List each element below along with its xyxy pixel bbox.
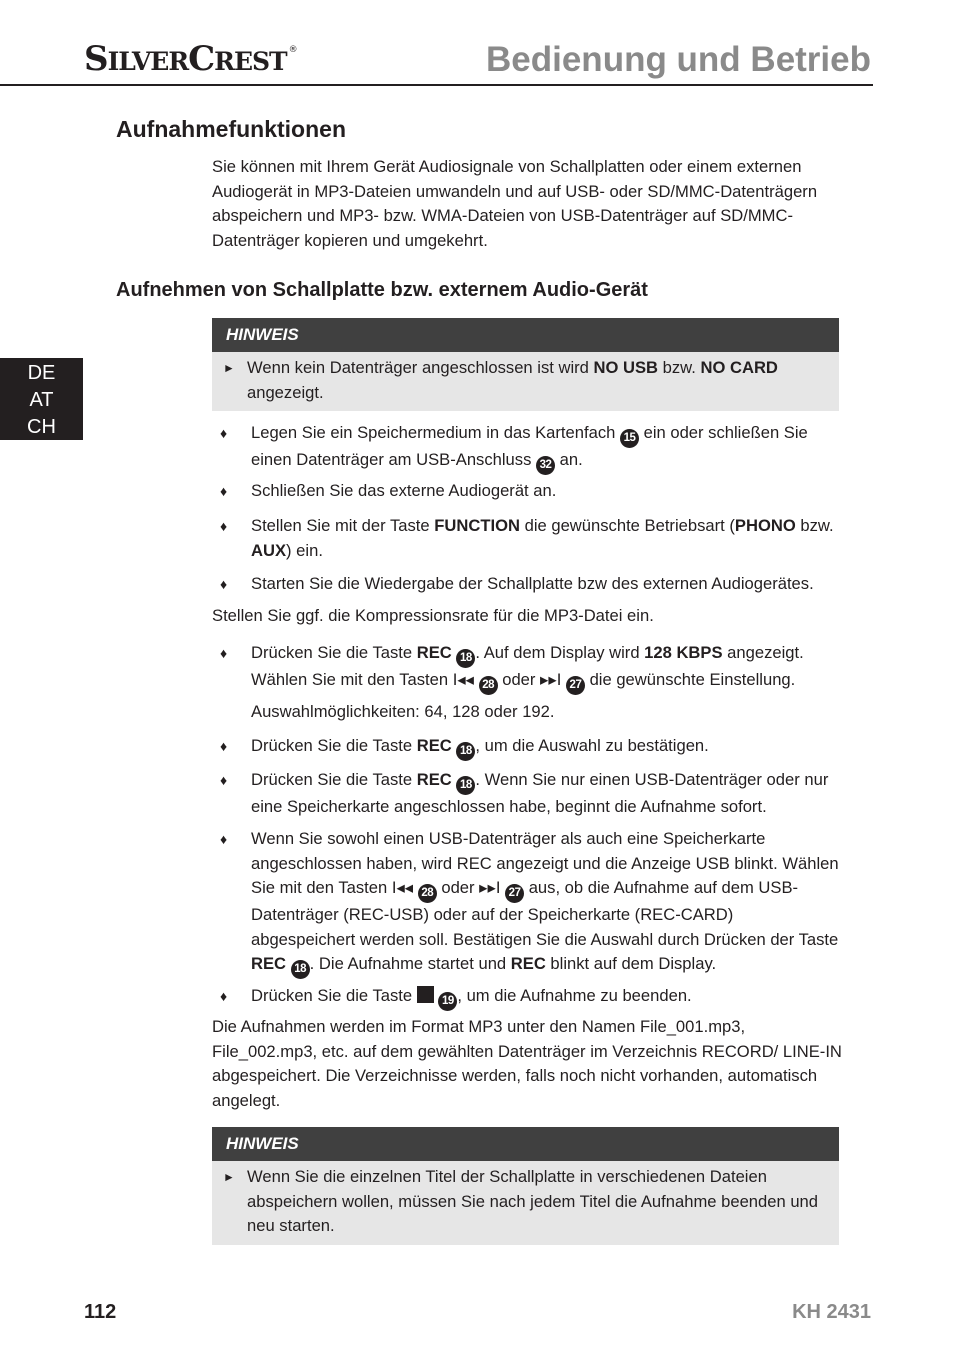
intro-paragraph: Sie können mit Ihrem Gerät Audiosignale von Schallplatten oder einem externen Audiogerät in MP3-Dateien umwandeln und auf USB- oder SD/MMC-Datenträgern abspeichern und MP3- bzw. WMA-Dateien von USB-Datenträger auf SD/MMC-Datenträger kopieren und umgekehrt. bbox=[212, 157, 818, 250]
list-item: ♦ Drücken Sie die Taste 19 , um die Aufnahme zu beenden. bbox=[212, 984, 842, 1011]
list-item: ♦ Schließen Sie das externe Audiogerät an. bbox=[212, 479, 842, 504]
list-item: ♦ Starten Sie die Wiedergabe der Schallplatte bzw des externen Audiogerätes. bbox=[212, 572, 842, 597]
language-ch: CH bbox=[27, 416, 56, 438]
registered-mark: ® bbox=[288, 45, 297, 55]
page-header-title: Bedienung und Betrieb bbox=[486, 40, 871, 79]
list-item: ♦ Drücken Sie die Taste REC 18 , um die Auswahl zu bestätigen. bbox=[212, 734, 842, 761]
callout-number: 15 bbox=[620, 429, 639, 448]
bullet-icon: ♦ bbox=[220, 831, 228, 847]
bullet-icon: ♦ bbox=[220, 518, 228, 534]
skip-forward-icon: ▸▸I bbox=[540, 670, 562, 689]
list-item: ♦ Drücken Sie die Taste REC 18 . Auf dem Display wird 128 KBPS angezeigt. Wählen Sie mit den Tasten I◂◂ 28 oder ▸▸I 27 die gewünschte Einstellung. Auswahlmöglichkeiten: 64, 128 oder 192. bbox=[212, 641, 842, 725]
outro-paragraph: Die Aufnahmen werden im Format MP3 unter den Namen File_001.mp3, File_002.mp3, etc. auf dem gewählten Datenträger im Verzeichnis RECORD/ LINE-IN abgespeichert. Die Verzeichnisse werden, falls noch nicht vorhanden, automatisch angelegt. bbox=[212, 1017, 842, 1110]
callout-number: 18 bbox=[456, 742, 475, 761]
bullet-icon: ♦ bbox=[220, 483, 228, 499]
bullet-icon: ♦ bbox=[220, 576, 228, 592]
note-label: HINWEIS bbox=[212, 1127, 839, 1161]
arrow-icon: ► bbox=[223, 1170, 235, 1184]
options-text: Auswahlmöglichkeiten: 64, 128 oder 192. bbox=[251, 702, 555, 721]
callout-number: 18 bbox=[456, 649, 475, 668]
bullet-icon: ♦ bbox=[220, 425, 228, 441]
language-at: AT bbox=[29, 389, 54, 411]
skip-back-icon: I◂◂ bbox=[452, 670, 474, 689]
note-box-2 bbox=[212, 1127, 839, 1245]
note-box-1 bbox=[212, 318, 839, 411]
subsection-title: Aufnehmen von Schallplatte bzw. externem Audio-Gerät bbox=[116, 279, 648, 301]
skip-back-icon: I◂◂ bbox=[391, 878, 414, 898]
page-number: 112 bbox=[84, 1301, 117, 1323]
callout-number: 27 bbox=[566, 676, 585, 695]
bullet-icon: ♦ bbox=[220, 988, 228, 1004]
compression-paragraph: Stellen Sie ggf. die Kompressionsrate für die MP3-Datei ein. bbox=[212, 606, 654, 625]
header-divider bbox=[0, 84, 873, 86]
list-item: ♦ Legen Sie ein Speichermedium in das Kartenfach 15 ein oder schließen Sie einen Datenträger am USB-Anschluss 32 an. bbox=[212, 421, 842, 475]
list-item: ♦ Drücken Sie die Taste REC 18 . Wenn Sie nur einen USB-Datenträger oder nur eine Speicherkarte angeschlossen habe, beginnt die Aufnahme sofort. bbox=[220, 770, 829, 816]
callout-number: 18 bbox=[291, 960, 310, 979]
note-body: ► Wenn kein Datenträger angeschlossen ist wird NO USB bzw. NO CARD angezeigt. bbox=[223, 358, 778, 402]
brand-logo: SILVERCREST ® bbox=[84, 39, 297, 79]
section-title: Aufnahmefunktionen bbox=[116, 116, 346, 142]
callout-number: 18 bbox=[456, 776, 475, 795]
list-item: ♦ Stellen Sie mit der Taste FUNCTION die gewünschte Betriebsart (PHONO bzw. AUX) ein. bbox=[220, 516, 834, 560]
language-tab bbox=[0, 358, 83, 440]
note-label: HINWEIS bbox=[212, 318, 839, 352]
stop-icon bbox=[417, 986, 434, 1003]
note-body: ► Wenn Sie die einzelnen Titel der Schallplatte in verschiedenen Dateien abspeichern wollen, müssen Sie nach jedem Titel die Aufnahme beenden und neu starten. bbox=[223, 1167, 819, 1236]
model-number: KH 2431 bbox=[792, 1301, 871, 1323]
bullet-icon: ♦ bbox=[220, 738, 228, 754]
arrow-icon: ► bbox=[223, 361, 235, 375]
skip-forward-icon: ▸▸I bbox=[479, 878, 501, 898]
callout-number: 27 bbox=[505, 884, 524, 903]
callout-number: 32 bbox=[536, 456, 555, 475]
callout-number: 19 bbox=[438, 992, 457, 1011]
language-de: DE bbox=[27, 362, 56, 384]
bullet-icon: ♦ bbox=[220, 645, 228, 661]
bullet-icon: ♦ bbox=[220, 772, 228, 788]
list-item: ♦ Wenn Sie sowohl einen USB-Datenträger als auch eine Speicherkarte angeschlossen haben, wird REC angezeigt und die Anzeige USB blinkt. Wählen Sie mit den Tasten I◂◂ 28 oder ▸▸I 27 aus, ob die Aufnahme auf dem USB-Datenträger (REC-USB) oder auf der Speicherkarte (REC-CARD) abgespeichert werden soll. Bestätigen Sie die Auswahl durch Drücken der Taste REC 18 . Die Aufnahme startet und REC blinkt auf dem Display. bbox=[212, 827, 842, 979]
callout-number: 28 bbox=[418, 884, 437, 903]
callout-number: 28 bbox=[479, 676, 498, 695]
